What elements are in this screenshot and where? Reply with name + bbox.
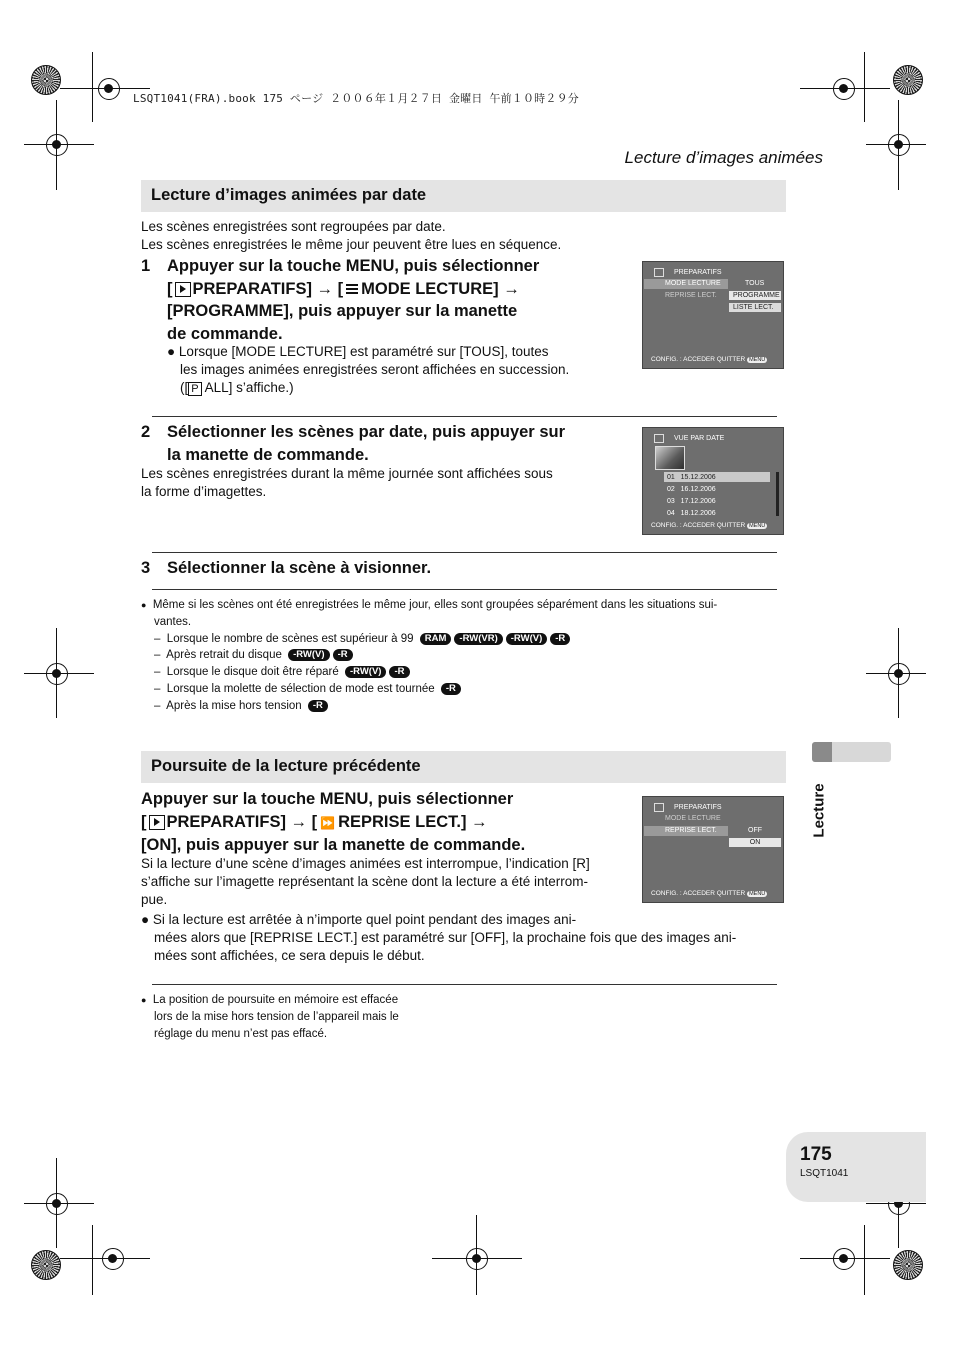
divider <box>152 589 777 590</box>
file-header: LSQT1041(FRA).book 175 ページ ２００６年１月２７日 金曜日 午前１０時２９分 <box>133 92 579 105</box>
step2-heading: Sélectionner les scènes par date, puis appuyer sur la manette de commande. <box>167 423 565 464</box>
menu-screen-vue-par-date: VUE PAR DATE 01 15.12.2006 02 16.12.2006 03 17.12.2006 04 18.12.2006 CONFIG. : ACCEDER QUITTER MENU <box>642 427 784 535</box>
section1-title: Lecture d’images animées par date <box>151 186 427 204</box>
play-icon <box>175 282 191 297</box>
step1-line1: Appuyer sur la touche MENU, puis sélectionner <box>167 257 540 275</box>
badge-rw-v: -RW(V) <box>345 666 386 678</box>
badge-r: -R <box>333 649 353 661</box>
page-number-box <box>786 1132 926 1202</box>
badge-rw-v: -RW(V) <box>288 649 329 661</box>
play-icon <box>654 268 664 277</box>
badge-rw-v: -RW(V) <box>506 633 547 645</box>
step1-number: 1 <box>141 257 151 275</box>
badge-r: -R <box>389 666 409 678</box>
notes-list: ● Même si les scènes ont été enregistrées le même jour, elles sont groupées séparément dans les situations sui- vantes. – Lorsque le nombre de scènes est supérieur à 99 RAM -RW(VR) -RW(V) -R – Après retrait du disque -RW(V) -R – Lorsque le disque doit être réparé -RW(V) -R – Lorsque la molette de sélection de mode est tournée -R – Après la mise hors tension -R <box>141 599 718 712</box>
section2-note: ● La position de poursuite en mémoire est effacée lors de la mise hors tension de l’appareil mais le réglage du menu n’est pas effacé. <box>141 994 399 1040</box>
page-number: 175 <box>800 1144 832 1165</box>
thumbnail-image <box>655 446 685 470</box>
step3-number: 3 <box>141 559 151 577</box>
step1-heading <box>167 255 627 345</box>
chapter-tab-marker <box>812 742 832 762</box>
menu-screen-reprise-lect: PREPARATIFS MODE LECTURE REPRISE LECT. OFF ON CONFIG. : ACCEDER QUITTER MENU <box>642 796 784 903</box>
badge-r: -R <box>308 700 328 712</box>
divider <box>152 552 777 553</box>
section2-description: Si la lecture d’une scène d’images animées est interrompue, l’indication [R] s’affiche sur l’imagette représentant la scène dont la lecture a été interrom- pue. <box>141 856 590 907</box>
divider <box>152 984 777 985</box>
p-all-icon: P <box>188 382 201 396</box>
section2-bullet: ● Si la lecture est arrêtée à n’importe quel point pendant des images ani- mées alors que [REPRISE LECT.] est paramétré sur [OFF], la prochaine fois que des images ani- mées sont affichées, ce sera depuis le début. <box>141 912 737 963</box>
badge-r: -R <box>550 633 570 645</box>
section1-title-bar <box>141 180 786 212</box>
step2-description: Les scènes enregistrées durant la même journée sont affichées sous la forme d’imagettes. <box>141 466 553 499</box>
menu-screen-mode-lecture: PREPARATIFS MODE LECTURE REPRISE LECT. TOUS PROGRAMME LISTE LECT. CONFIG. : ACCEDER QUITTER MENU <box>642 261 784 369</box>
section2-title-bar <box>141 751 786 783</box>
step1-note: ● Lorsque [MODE LECTURE] est paramétré sur [TOUS], toutes les images animées enregistrées seront affichées en succession. ([ P ALL] s’affiche.) <box>167 344 570 395</box>
section2-heading: Appuyer sur la touche MENU, puis sélectionner [ PREPARATIFS] → [ ⏩ REPRISE LECT.] → [ON], puis appuyer sur la manette de commande. <box>141 790 526 854</box>
divider <box>152 416 777 417</box>
resume-icon: ⏩ <box>320 815 336 830</box>
step1-line4: de commande. <box>167 324 283 343</box>
list-icon <box>346 284 358 294</box>
section2-title: Poursuite de la lecture précédente <box>151 757 421 775</box>
badge-rw-vr: -RW(VR) <box>454 633 502 645</box>
play-icon <box>654 803 664 812</box>
scrollbar <box>776 472 779 516</box>
step2-number: 2 <box>141 423 151 441</box>
step1-line3: [PROGRAMME], puis appuyer sur la manette <box>167 302 518 320</box>
play-icon <box>149 815 165 830</box>
document-code: LSQT1041 <box>800 1168 849 1179</box>
chapter-label: Lecture <box>810 783 828 838</box>
step3-heading: Sélectionner la scène à visionner. <box>167 559 432 577</box>
step1-line2: [ PREPARATIFS] → [ MODE LECTURE] → <box>167 279 520 298</box>
intro-text-2: Les scènes enregistrées le même jour peuvent être lues en séquence. <box>141 237 562 252</box>
bullet-icon: ● <box>167 344 176 359</box>
section-title: Lecture d’images animées <box>624 148 823 167</box>
badge-r: -R <box>441 683 461 695</box>
play-icon <box>654 434 664 443</box>
badge-ram: RAM <box>420 633 452 645</box>
intro-text-1: Les scènes enregistrées sont regroupées par date. <box>141 219 446 234</box>
